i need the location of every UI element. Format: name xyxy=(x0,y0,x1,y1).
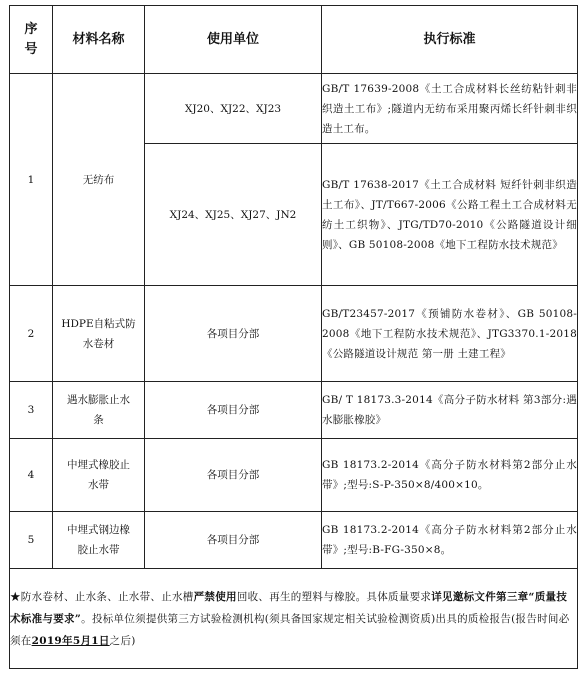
header-no: 序号 xyxy=(10,6,53,74)
header-standard: 执行标准 xyxy=(322,6,578,74)
table-row xyxy=(10,512,578,569)
note-deadline-date: 2019年5月1日 xyxy=(31,634,110,647)
row-unit: 各项目分部 xyxy=(145,286,322,382)
note-text: 回收、再生的塑料与橡胶。具体质量要求 xyxy=(236,590,432,603)
table-row xyxy=(10,286,578,382)
row-standard: GB/T23457-2017《预铺防水卷材》、GB 50108-2008《地下工程防水技术规范》、JTG3370.1-2018《公路隧道设计规范 第一册 土建工程》 xyxy=(322,286,578,382)
row-standard: GB 18173.2-2014《高分子防水材料第2部分止水带》;型号:B-FG-350×8。 xyxy=(322,512,578,569)
note-emphasis-forbidden: 严禁使用 xyxy=(193,590,237,603)
row-standard: GB/T 17638-2017《土工合成材料 短纤针刺非织造土工布》、JT/T667-2006《公路工程土工合成材料无纺土工织物》、JTG/TD70-2010《公路隧道设计细则》、GB 50108-2008《地下工程防水技术规范》 xyxy=(322,144,578,286)
note-text: ★防水卷材、止水条、止水带、止水槽 xyxy=(10,590,194,603)
note-row xyxy=(10,569,578,669)
row-no: 3 xyxy=(10,382,53,439)
quality-note xyxy=(10,569,578,669)
note-emphasis-reference: 详见邀标文件第三章“质量技术标准与要求” xyxy=(10,590,568,625)
row-material: 遇水膨胀止水条 xyxy=(53,382,145,439)
row-material: 无纺布 xyxy=(53,74,145,286)
row-no: 5 xyxy=(10,512,53,569)
row-unit: 各项目分部 xyxy=(145,512,322,569)
row-unit: XJ24、XJ25、XJ27、JN2 xyxy=(145,144,322,286)
header-row xyxy=(10,6,578,74)
row-material: HDPE自粘式防水卷材 xyxy=(53,286,145,382)
row-material: 中埋式钢边橡胶止水带 xyxy=(53,512,145,569)
row-no: 1 xyxy=(10,74,53,286)
row-standard: GB/ T 18173.3-2014《高分子防水材料 第3部分:遇水膨胀橡胶》 xyxy=(322,382,578,439)
row-standard: GB/T 17639-2008《土工合成材料长丝纺粘针刺非织造土工布》;隧道内无纺布采用聚丙烯长纤针刺非织造土工布。 xyxy=(322,74,578,144)
row-unit: XJ20、XJ22、XJ23 xyxy=(145,74,322,144)
row-material: 中埋式橡胶止水带 xyxy=(53,439,145,512)
row-unit: 各项目分部 xyxy=(145,382,322,439)
header-material: 材料名称 xyxy=(53,6,145,74)
row-no: 4 xyxy=(10,439,53,512)
note-text: 。投标单位须提供第三方试验检测机构(须具备国家规定相关试验检测资质)出具的质检报告(报告时间必须在 xyxy=(10,612,570,647)
row-standard: GB 18173.2-2014《高分子防水材料第2部分止水带》;型号:S-P-350×8/400×10。 xyxy=(322,439,578,512)
table-row xyxy=(10,74,578,144)
table-row xyxy=(10,439,578,512)
note-text: 之后) xyxy=(109,634,136,647)
table-row xyxy=(10,382,578,439)
header-unit: 使用单位 xyxy=(145,6,322,74)
materials-table xyxy=(9,5,578,669)
row-unit: 各项目分部 xyxy=(145,439,322,512)
row-no: 2 xyxy=(10,286,53,382)
